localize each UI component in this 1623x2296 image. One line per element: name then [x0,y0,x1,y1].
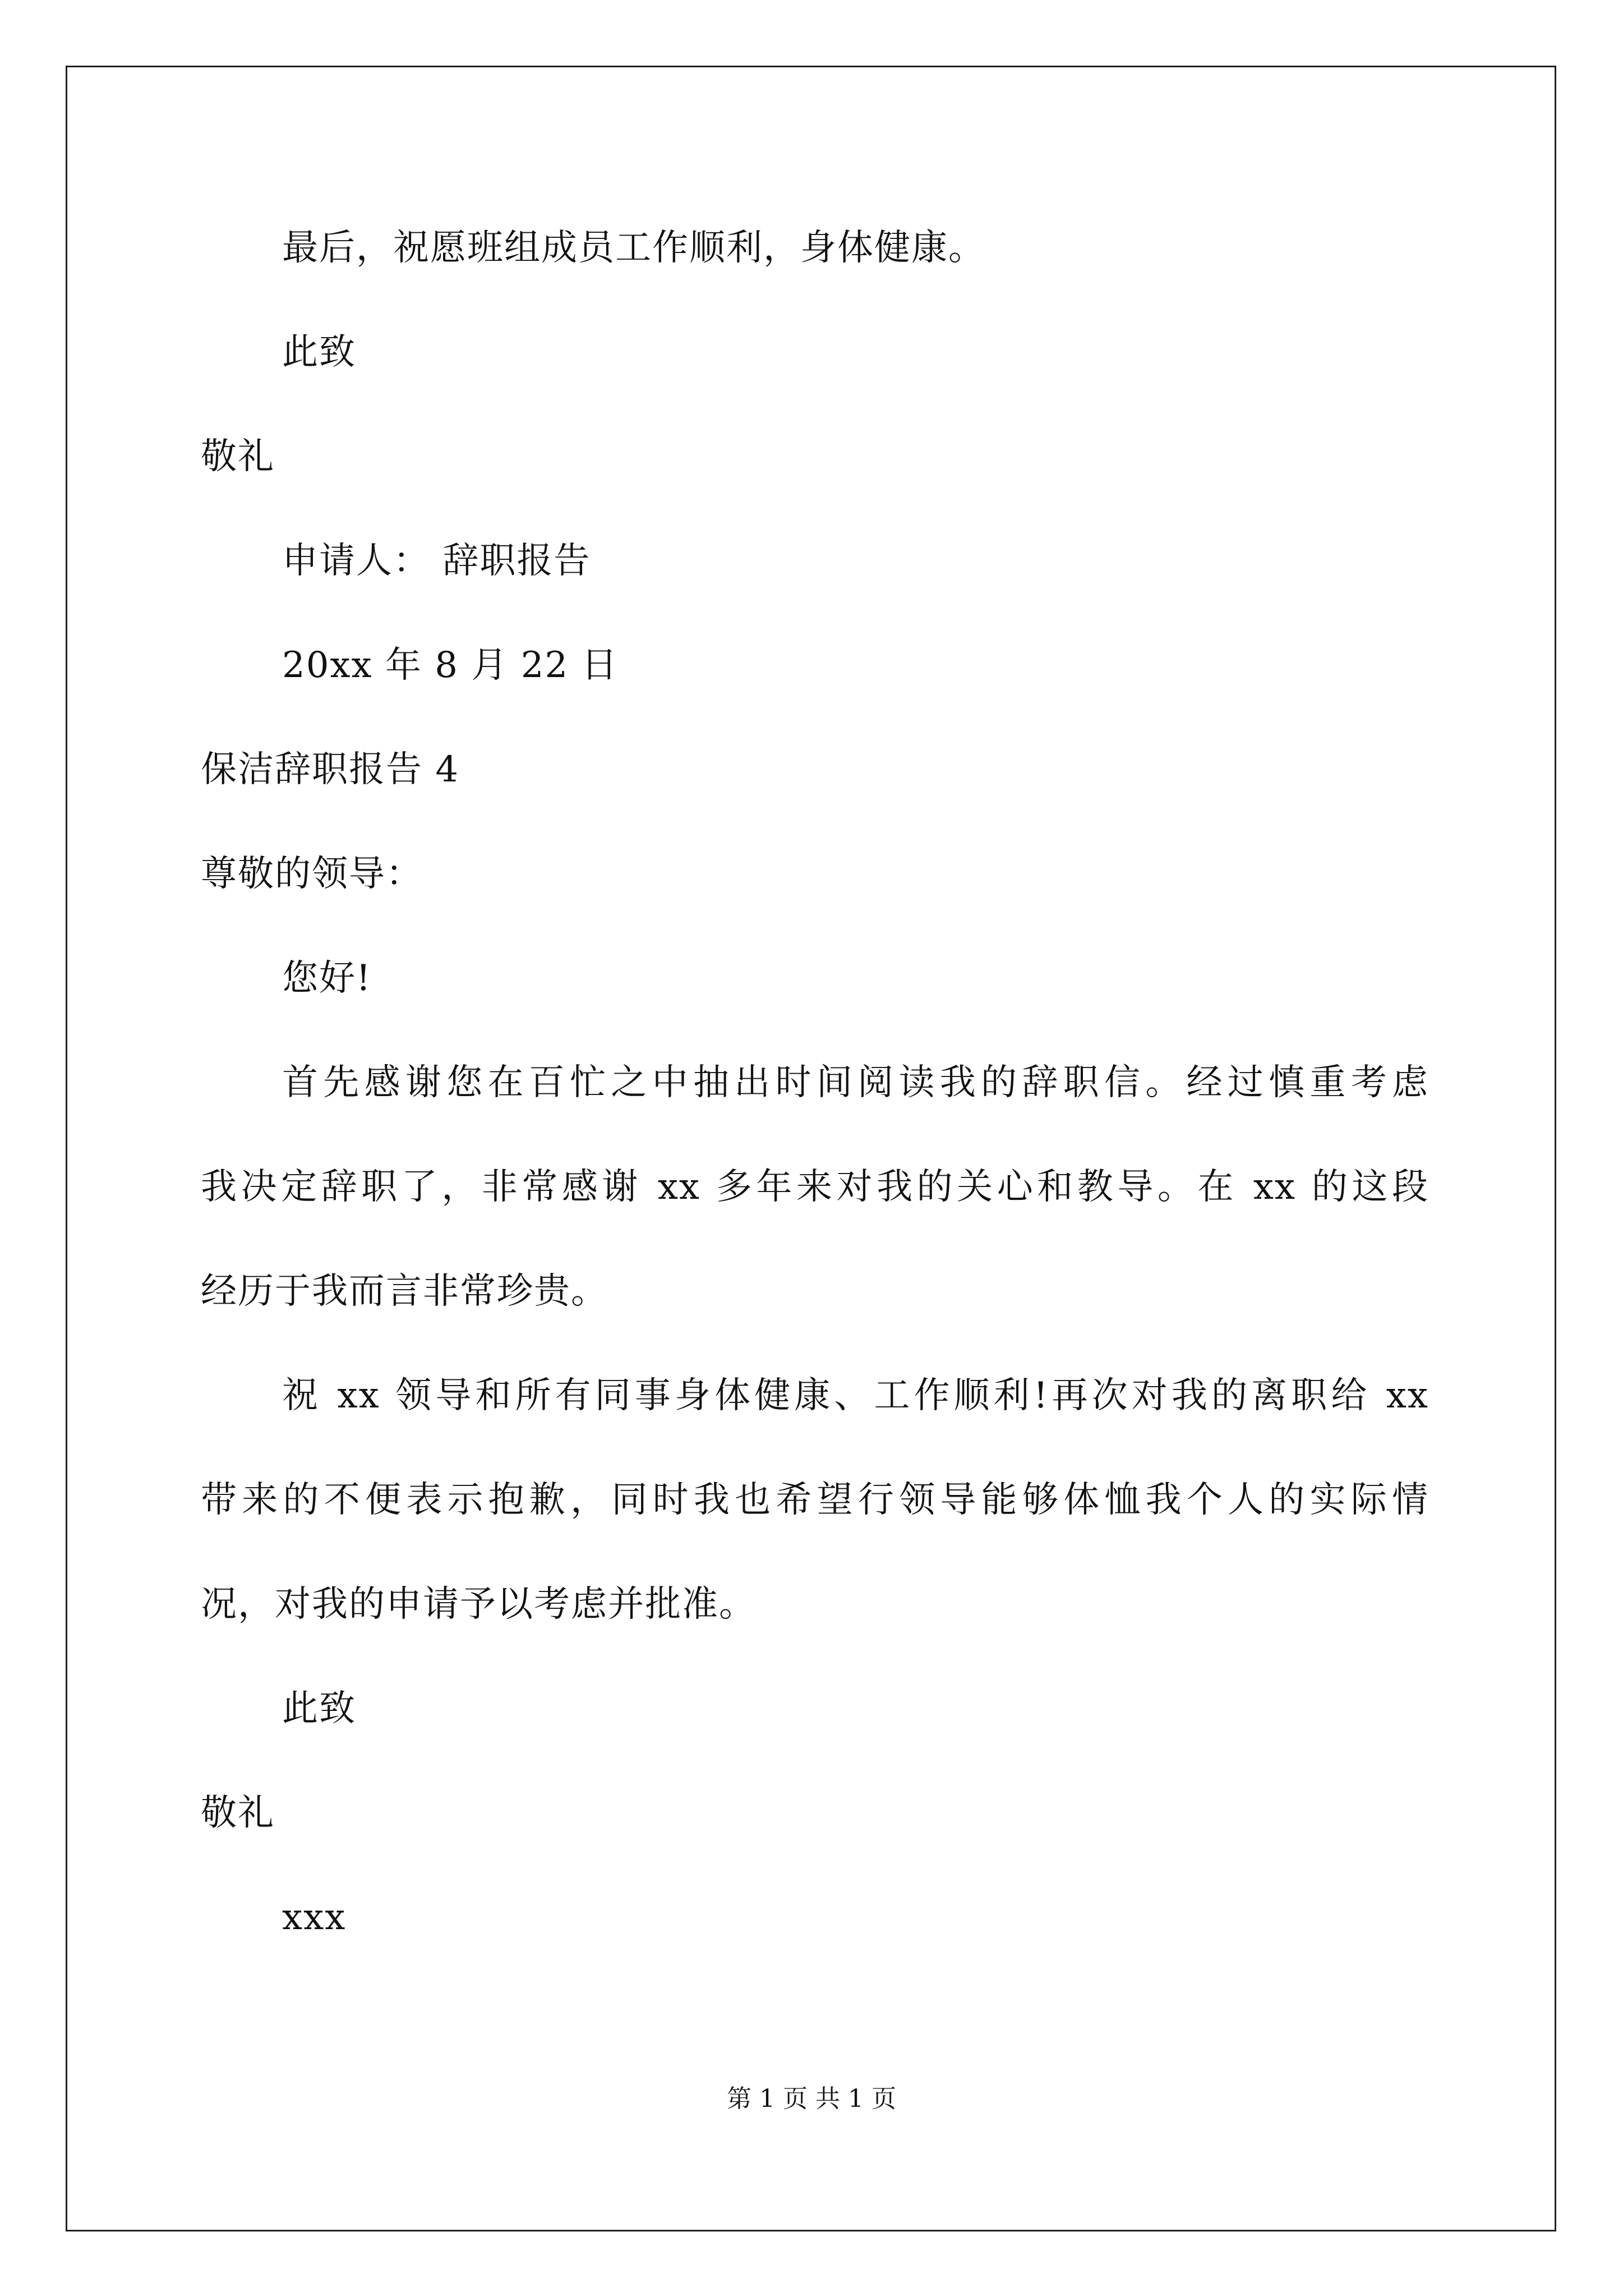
salutation-jingli: 敬礼 [201,436,275,477]
greeting-hello: 您好! [282,958,372,999]
closing-wish: 最后，祝愿班组成员工作顺利，身体健康。 [282,227,985,269]
applicant-line: 申请人： 辞职报告 [282,540,591,582]
body-paragraph-2-line-3: 况，对我的申请予以考虑并批准。 [201,1584,756,1625]
page-number-footer: 第 1 页 共 1 页 [727,2085,896,2113]
greeting-recipient: 尊敬的领导： [201,853,423,895]
date-line: 20xx 年 8 月 22 日 [282,645,619,686]
body-paragraph-1-line-3: 经历于我而言非常珍贵。 [201,1271,608,1312]
body-paragraph-2-line-1: 祝 xx 领导和所有同事身体健康、工作顺利!再次对我的离职给 xx [282,1375,1429,1416]
signature-name: xxx [282,1897,347,1938]
body-paragraph-2-line-2: 带来的不便表示抱歉，同时我也希望行领导能够体恤我个人的实际情 [201,1479,1429,1521]
section-title: 保洁辞职报告 4 [201,749,460,790]
salutation-cizhi: 此致 [282,332,356,373]
closing-cizhi: 此致 [282,1688,356,1729]
body-paragraph-1-line-1: 首先感谢您在百忙之中抽出时间阅读我的辞职信。经过慎重考虑 [282,1062,1429,1103]
closing-jingli: 敬礼 [201,1792,275,1834]
body-paragraph-1-line-2: 我决定辞职了，非常感谢 xx 多年来对我的关心和教导。在 xx 的这段 [201,1166,1429,1208]
